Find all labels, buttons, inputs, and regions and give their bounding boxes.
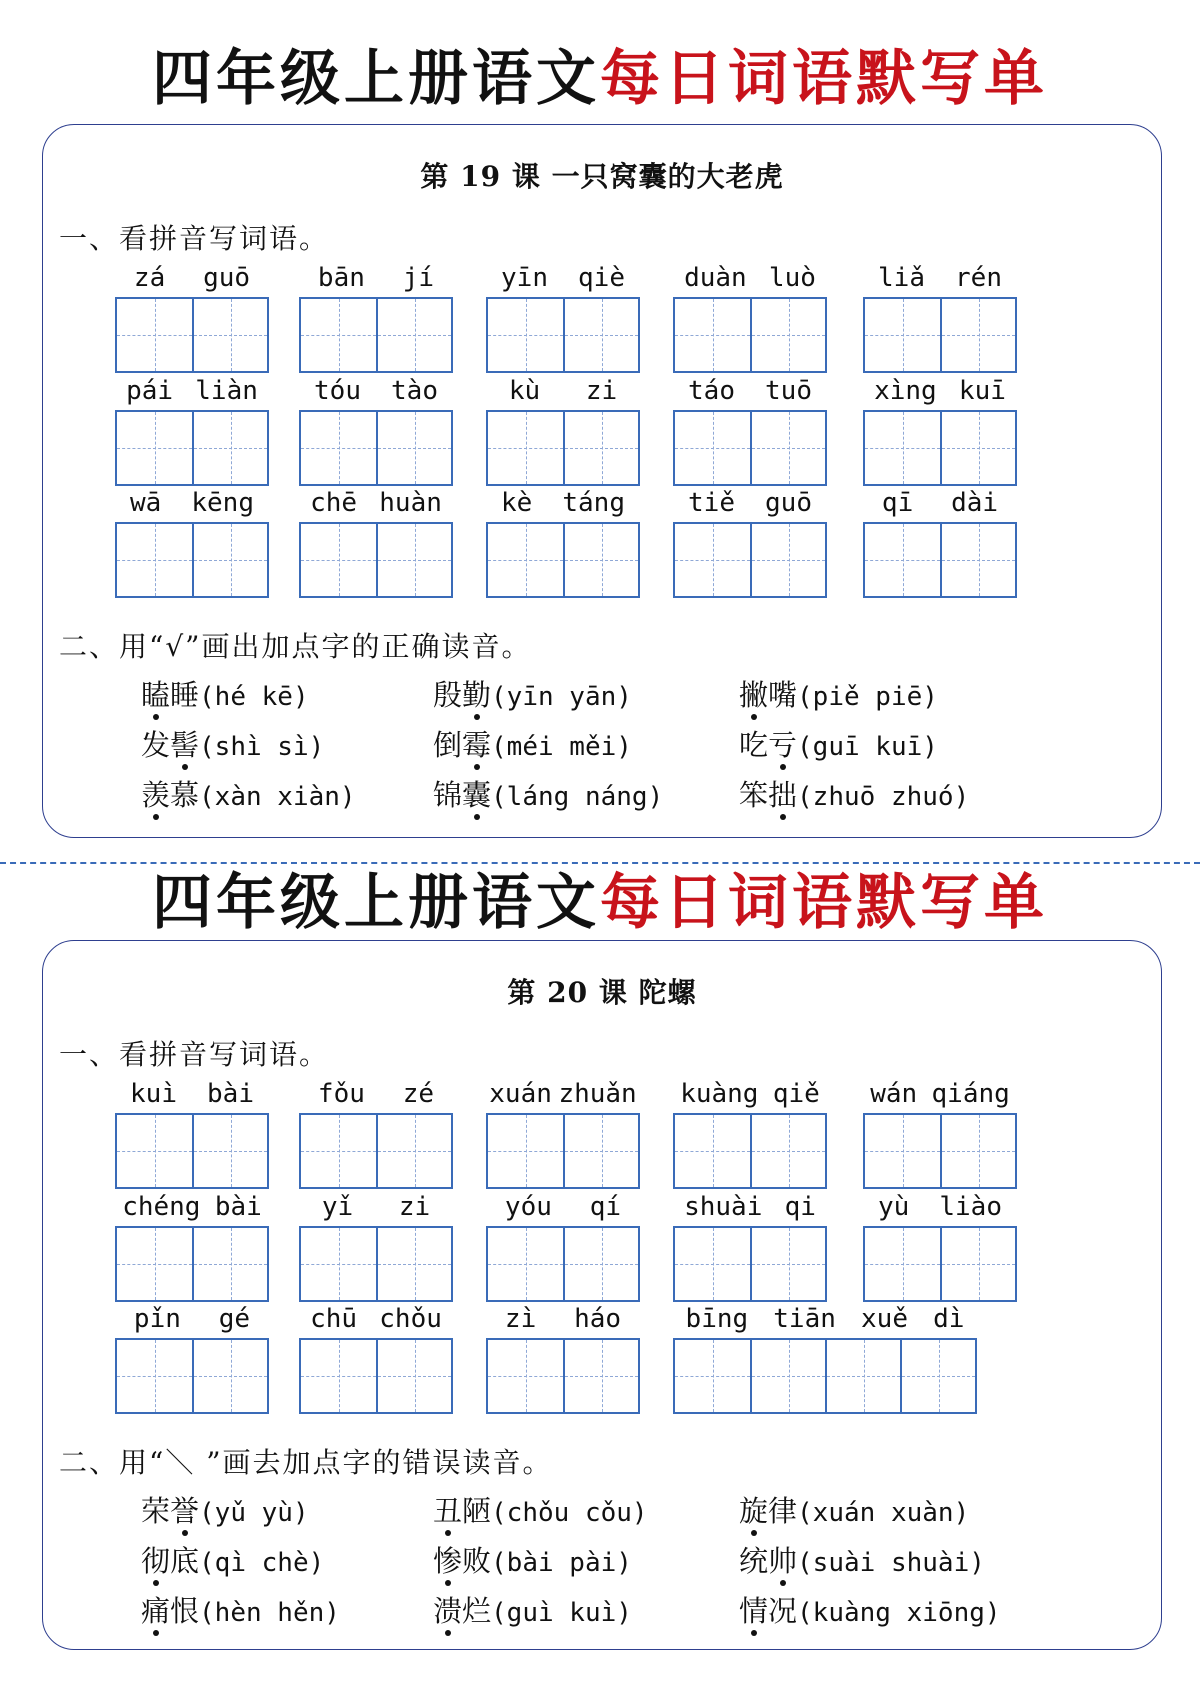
pinyin-label — [863, 1079, 1017, 1109]
reading-options: (méi měi) — [491, 732, 632, 762]
reading-question[interactable] — [433, 1539, 632, 1580]
pinyin-syllable: liǎ — [878, 263, 925, 293]
reading-options: (yǔ yù) — [199, 1498, 309, 1528]
pinyin-syllable: bīng — [685, 1304, 749, 1334]
word-char: 荣 — [141, 1494, 171, 1528]
writing-grid[interactable] — [673, 410, 827, 486]
tianzige-cell[interactable] — [376, 1115, 451, 1187]
pinyin-syllable: guō — [203, 263, 251, 293]
pinyin-syllable: yù — [878, 1192, 910, 1222]
pinyin-syllable: chū — [310, 1304, 358, 1334]
section-pinyin-title: 一、看拼音写词语。 — [59, 222, 330, 255]
tianzige-cell[interactable] — [563, 412, 638, 484]
dotted-char: 霉 — [462, 728, 492, 762]
pinyin-syllable: kuì — [130, 1079, 177, 1109]
word-char: 慕 — [170, 778, 200, 812]
pinyin-syllable: kè — [501, 488, 533, 518]
writing-grid[interactable] — [486, 1113, 640, 1189]
pinyin-syllable: zì — [504, 1304, 537, 1334]
tianzige-cell[interactable] — [675, 299, 750, 371]
pinyin-syllable: chéng — [122, 1192, 201, 1222]
tianzige-cell[interactable] — [376, 524, 451, 596]
tianzige-cell[interactable] — [301, 1228, 376, 1300]
word-char: 烂 — [462, 1594, 492, 1628]
reading-question[interactable] — [141, 1589, 340, 1630]
pinyin-syllable: qī — [881, 488, 914, 518]
tianzige-cell[interactable] — [825, 1340, 900, 1412]
reading-question[interactable] — [433, 1489, 648, 1530]
pinyin-syllable: tiān — [773, 1304, 836, 1334]
pinyin-label — [486, 1192, 640, 1222]
writing-grid[interactable] — [673, 297, 827, 373]
reading-question[interactable] — [739, 673, 938, 714]
pinyin-syllable: kù — [508, 376, 541, 406]
writing-grid[interactable] — [115, 297, 269, 373]
word-char: 睡 — [170, 678, 200, 712]
pinyin-syllable: tiě — [688, 488, 735, 518]
tianzige-cell[interactable] — [117, 1115, 192, 1187]
pinyin-syllable: zhuǎn — [558, 1079, 637, 1109]
tianzige-cell[interactable] — [117, 1228, 192, 1300]
pinyin-label — [486, 1304, 640, 1334]
reading-options: (guì kuì) — [491, 1598, 632, 1628]
pinyin-syllable: guō — [765, 488, 812, 518]
reading-options: (xuán xuàn) — [797, 1498, 970, 1528]
word-char: 发 — [141, 728, 171, 762]
tianzige-cell[interactable] — [488, 524, 563, 596]
dotted-char: 囊 — [462, 778, 492, 812]
reading-question[interactable] — [433, 1589, 632, 1630]
tianzige-cell[interactable] — [301, 299, 376, 371]
reading-question[interactable] — [739, 1539, 985, 1580]
reading-options: (shì sì) — [199, 732, 325, 762]
pinyin-syllable: huàn — [379, 488, 442, 518]
tianzige-cell[interactable] — [117, 299, 192, 371]
pinyin-label — [486, 488, 640, 518]
pinyin-label — [115, 488, 269, 518]
pinyin-syllable: zi — [398, 1192, 431, 1222]
reading-question[interactable] — [141, 673, 309, 714]
reading-options: (suài shuài) — [797, 1548, 985, 1578]
pinyin-label — [299, 263, 453, 293]
tianzige-cell[interactable] — [563, 1228, 638, 1300]
pinyin-syllable: tuō — [765, 376, 812, 406]
section-pinyin-title: 一、看拼音写词语。 — [59, 1038, 330, 1071]
writing-grid[interactable] — [863, 1113, 1017, 1189]
pinyin-label — [863, 488, 1017, 518]
tianzige-cell[interactable] — [563, 1115, 638, 1187]
worksheet-panel — [42, 124, 1162, 838]
section-reading-title: 二、用“√”画出加点字的正确读音。 — [59, 630, 532, 663]
pinyin-label — [863, 1192, 1017, 1222]
pinyin-syllable: rén — [955, 263, 1002, 293]
tianzige-cell[interactable] — [301, 1115, 376, 1187]
tianzige-cell[interactable] — [192, 1340, 267, 1412]
tianzige-cell[interactable] — [900, 1340, 975, 1412]
writing-grid[interactable] — [115, 522, 269, 598]
dotted-char: 亏 — [768, 728, 798, 762]
tianzige-cell[interactable] — [940, 1228, 1015, 1300]
pinyin-syllable: gé — [218, 1304, 251, 1334]
tianzige-cell[interactable] — [563, 1340, 638, 1412]
pinyin-label — [115, 1304, 269, 1334]
tianzige-cell[interactable] — [488, 1228, 563, 1300]
pinyin-syllable: jí — [402, 263, 435, 293]
tianzige-cell[interactable] — [865, 524, 940, 596]
pinyin-syllable: luò — [768, 263, 816, 293]
pinyin-syllable: chē — [310, 488, 358, 518]
tianzige-cell[interactable] — [192, 412, 267, 484]
page-title: 四年级上册语文每日词语默写单 — [152, 868, 1048, 938]
pinyin-label — [115, 1192, 269, 1222]
pinyin-label — [299, 1304, 453, 1334]
tianzige-cell[interactable] — [376, 299, 451, 371]
pinyin-label — [299, 1079, 453, 1109]
tianzige-cell[interactable] — [750, 1228, 825, 1300]
pinyin-syllable: qiè — [578, 263, 625, 293]
pinyin-syllable: chǒu — [379, 1304, 442, 1334]
writing-grid[interactable] — [115, 1226, 269, 1302]
reading-question[interactable] — [739, 723, 938, 764]
writing-grid[interactable] — [299, 297, 453, 373]
pinyin-syllable: yǐ — [321, 1192, 354, 1222]
pinyin-syllable: bài — [207, 1079, 254, 1109]
word-char: 殷 — [433, 678, 463, 712]
pinyin-syllable: liào — [939, 1192, 1002, 1222]
pinyin-syllable: qi — [784, 1192, 816, 1222]
pinyin-syllable: bài — [214, 1192, 262, 1222]
reading-question[interactable] — [739, 773, 969, 814]
pinyin-label — [299, 376, 453, 406]
word-char: 锦 — [433, 778, 463, 812]
writing-grid[interactable] — [863, 522, 1017, 598]
tianzige-cell[interactable] — [488, 1115, 563, 1187]
pinyin-label — [299, 1192, 453, 1222]
pinyin-syllable: tóu — [314, 376, 361, 406]
pinyin-syllable: qiáng — [931, 1079, 1010, 1109]
pinyin-syllable: zé — [402, 1079, 435, 1109]
tianzige-cell[interactable] — [865, 412, 940, 484]
dotted-char: 勤 — [462, 678, 492, 712]
pinyin-syllable: liàn — [195, 376, 258, 406]
pinyin-label — [673, 1192, 827, 1222]
pinyin-syllable: kuī — [958, 376, 1006, 406]
pinyin-syllable: xuě — [861, 1304, 908, 1334]
pinyin-syllable: zi — [585, 376, 618, 406]
word-char: 败 — [462, 1544, 492, 1578]
writing-grid[interactable] — [673, 522, 827, 598]
tianzige-cell[interactable] — [488, 299, 563, 371]
pinyin-label — [486, 376, 640, 406]
tianzige-cell[interactable] — [750, 299, 825, 371]
cut-line — [0, 862, 1200, 864]
tianzige-cell[interactable] — [675, 412, 750, 484]
reading-question[interactable] — [739, 1489, 969, 1530]
dotted-char: 誉 — [170, 1494, 200, 1528]
pinyin-syllable: duàn — [684, 263, 747, 293]
dotted-char: 羡 — [141, 778, 171, 812]
pinyin-syllable: kuàng — [680, 1079, 759, 1109]
word-char: 恨 — [170, 1594, 200, 1628]
pinyin-label — [863, 263, 1017, 293]
reading-options: (hé kē) — [199, 682, 309, 712]
reading-options: (yīn yān) — [491, 682, 632, 712]
writing-grid[interactable] — [673, 1113, 827, 1189]
tianzige-cell[interactable] — [117, 1340, 192, 1412]
pinyin-syllable: shuài — [684, 1192, 763, 1222]
pinyin-label — [486, 263, 640, 293]
lesson-title: 第 20 课 陀螺 — [507, 976, 697, 1009]
pinyin-syllable: qiě — [772, 1079, 820, 1109]
tianzige-cell[interactable] — [750, 1340, 825, 1412]
reading-question[interactable] — [141, 1539, 324, 1580]
tianzige-cell[interactable] — [675, 1228, 750, 1300]
writing-grid[interactable] — [863, 297, 1017, 373]
word-char: 吃 — [739, 728, 769, 762]
dotted-char: 情 — [739, 1594, 769, 1628]
writing-grid[interactable] — [673, 1338, 977, 1414]
tianzige-cell[interactable] — [376, 1340, 451, 1412]
pinyin-syllable: táo — [688, 376, 735, 406]
reading-question[interactable] — [141, 723, 324, 764]
reading-options: (zhuō zhuó) — [797, 782, 970, 812]
word-char: 底 — [170, 1544, 200, 1578]
tianzige-cell[interactable] — [865, 1115, 940, 1187]
writing-grid[interactable] — [299, 522, 453, 598]
pinyin-label — [115, 376, 269, 406]
pinyin-label — [115, 1079, 269, 1109]
tianzige-cell[interactable] — [192, 299, 267, 371]
tianzige-cell[interactable] — [865, 299, 940, 371]
tianzige-cell[interactable] — [192, 1228, 267, 1300]
writing-grid[interactable] — [299, 410, 453, 486]
reading-question[interactable] — [433, 723, 632, 764]
pinyin-syllable: wā — [130, 488, 162, 518]
reading-question[interactable] — [141, 773, 356, 814]
pinyin-label — [673, 488, 827, 518]
pinyin-syllable: xuán — [489, 1079, 552, 1109]
worksheet-panel — [42, 940, 1162, 1650]
tianzige-cell[interactable] — [675, 524, 750, 596]
tianzige-cell[interactable] — [563, 524, 638, 596]
writing-grid[interactable] — [299, 1113, 453, 1189]
word-char: 倒 — [433, 728, 463, 762]
writing-grid[interactable] — [486, 410, 640, 486]
reading-options: (láng náng) — [491, 782, 664, 812]
reading-options: (kuàng xiōng) — [797, 1598, 1001, 1628]
dotted-char: 丑 — [433, 1494, 463, 1528]
pinyin-syllable: bān — [317, 263, 365, 293]
tianzige-cell[interactable] — [488, 412, 563, 484]
dotted-char: 旋 — [739, 1494, 769, 1528]
tianzige-cell[interactable] — [301, 1340, 376, 1412]
reading-options: (hèn hěn) — [199, 1598, 340, 1628]
dotted-char: 拙 — [768, 778, 798, 812]
dotted-char: 彻 — [141, 1544, 171, 1578]
reading-options: (chǒu cǒu) — [491, 1498, 648, 1528]
tianzige-cell[interactable] — [940, 412, 1015, 484]
reading-question[interactable] — [739, 1589, 1001, 1630]
tianzige-cell[interactable] — [940, 299, 1015, 371]
tianzige-cell[interactable] — [675, 1115, 750, 1187]
pinyin-syllable: wán — [870, 1079, 918, 1109]
reading-options: (qì chè) — [199, 1548, 325, 1578]
pinyin-syllable: zá — [133, 263, 166, 293]
dotted-char: 惨 — [433, 1544, 463, 1578]
tianzige-cell[interactable] — [865, 1228, 940, 1300]
reading-options: (guī kuī) — [797, 732, 938, 762]
tianzige-cell[interactable] — [376, 412, 451, 484]
pinyin-syllable: yóu — [504, 1192, 552, 1222]
tianzige-cell[interactable] — [192, 524, 267, 596]
tianzige-cell[interactable] — [301, 412, 376, 484]
pinyin-syllable: háo — [574, 1304, 622, 1334]
dotted-char: 瞌 — [141, 678, 171, 712]
pinyin-syllable: dì — [933, 1304, 965, 1334]
pinyin-syllable: táng — [562, 488, 625, 518]
pinyin-syllable: pái — [126, 376, 174, 406]
pinyin-label — [115, 263, 269, 293]
pinyin-syllable: qí — [589, 1192, 622, 1222]
tianzige-cell[interactable] — [750, 412, 825, 484]
tianzige-cell[interactable] — [376, 1228, 451, 1300]
pinyin-syllable: tào — [391, 376, 438, 406]
writing-grid[interactable] — [863, 1226, 1017, 1302]
section-reading-title: 二、用“＼ ”画去加点字的错误读音。 — [59, 1446, 553, 1479]
pinyin-label — [486, 1079, 640, 1109]
writing-grid[interactable] — [115, 1113, 269, 1189]
tianzige-cell[interactable] — [301, 524, 376, 596]
word-char: 况 — [768, 1594, 798, 1628]
word-char: 嘴 — [768, 678, 798, 712]
tianzige-cell[interactable] — [940, 524, 1015, 596]
word-char: 笨 — [739, 778, 769, 812]
dotted-char: 痛 — [141, 1594, 171, 1628]
reading-question[interactable] — [433, 773, 663, 814]
dotted-char: 溃 — [433, 1594, 463, 1628]
tianzige-cell[interactable] — [563, 299, 638, 371]
pinyin-label — [673, 1304, 977, 1334]
tianzige-cell[interactable] — [117, 524, 192, 596]
writing-grid[interactable] — [299, 1338, 453, 1414]
pinyin-label — [673, 376, 827, 406]
pinyin-syllable: xìng — [874, 376, 937, 406]
writing-grid[interactable] — [299, 1226, 453, 1302]
reading-options: (bài pài) — [491, 1548, 632, 1578]
writing-grid[interactable] — [115, 1338, 269, 1414]
page-title: 四年级上册语文每日词语默写单 — [152, 44, 1048, 114]
writing-grid[interactable] — [486, 1226, 640, 1302]
tianzige-cell[interactable] — [117, 412, 192, 484]
reading-options: (xàn xiàn) — [199, 782, 356, 812]
pinyin-syllable: yīn — [501, 263, 548, 293]
pinyin-label — [673, 1079, 827, 1109]
writing-grid[interactable] — [486, 522, 640, 598]
pinyin-label — [863, 376, 1017, 406]
writing-grid[interactable] — [115, 410, 269, 486]
reading-question[interactable] — [141, 1489, 309, 1530]
tianzige-cell[interactable] — [750, 524, 825, 596]
pinyin-label — [299, 488, 453, 518]
reading-options: (piě piē) — [797, 682, 938, 712]
pinyin-syllable: fǒu — [317, 1079, 365, 1109]
word-char: 统 — [739, 1544, 769, 1578]
pinyin-syllable: kēng — [191, 488, 254, 518]
lesson-title: 第 19 课 一只窝囊的大老虎 — [420, 160, 784, 193]
dotted-char: 帅 — [768, 1544, 798, 1578]
tianzige-cell[interactable] — [750, 1115, 825, 1187]
writing-grid[interactable] — [486, 297, 640, 373]
writing-grid[interactable] — [863, 410, 1017, 486]
pinyin-label — [673, 263, 827, 293]
pinyin-syllable: dài — [951, 488, 999, 518]
reading-question[interactable] — [433, 673, 632, 714]
word-char: 陋 — [462, 1494, 492, 1528]
tianzige-cell[interactable] — [192, 1115, 267, 1187]
writing-grid[interactable] — [673, 1226, 827, 1302]
dotted-char: 髻 — [170, 728, 200, 762]
tianzige-cell[interactable] — [675, 1340, 750, 1412]
pinyin-syllable: pǐn — [133, 1304, 181, 1334]
word-char: 律 — [768, 1494, 798, 1528]
tianzige-cell[interactable] — [940, 1115, 1015, 1187]
tianzige-cell[interactable] — [488, 1340, 563, 1412]
writing-grid[interactable] — [486, 1338, 640, 1414]
dotted-char: 撇 — [739, 678, 769, 712]
